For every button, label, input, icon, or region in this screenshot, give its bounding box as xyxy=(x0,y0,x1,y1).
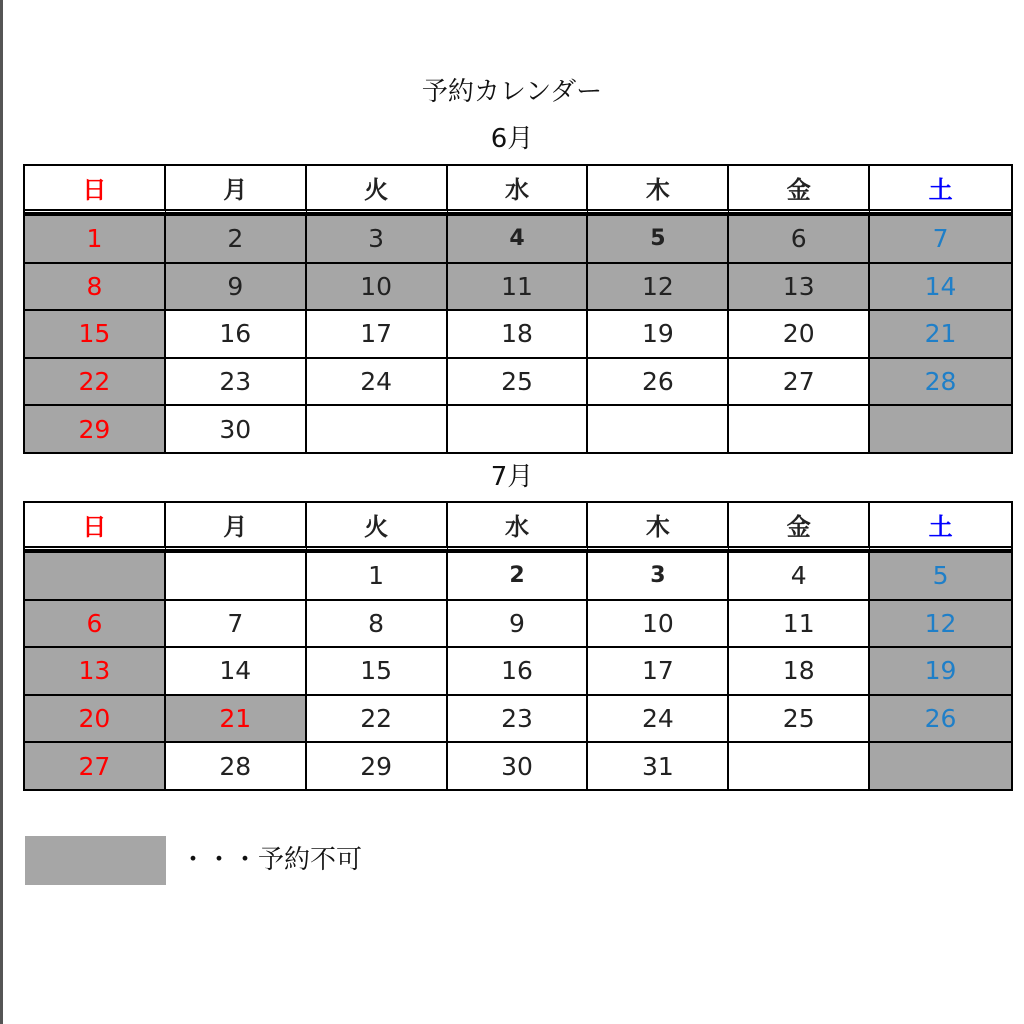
calendar-day-cell[interactable]: 13 xyxy=(729,262,870,310)
calendar-day-cell[interactable]: 9 xyxy=(166,262,307,310)
calendar-empty-cell xyxy=(166,551,307,599)
calendar-day-cell[interactable]: 24 xyxy=(307,357,448,405)
calendar-day-cell[interactable]: 17 xyxy=(588,646,729,694)
weekday-header: 火 xyxy=(307,166,448,214)
calendar-day-cell[interactable]: 21 xyxy=(166,694,307,742)
calendar-day-cell[interactable]: 6 xyxy=(729,214,870,262)
calendar-day-cell[interactable]: 12 xyxy=(870,599,1011,647)
calendar-day-cell[interactable]: 30 xyxy=(166,404,307,452)
calendar-day-cell[interactable]: 19 xyxy=(870,646,1011,694)
legend-label-unavailable: ・・・予約不可 xyxy=(180,845,363,875)
calendar-day-cell[interactable]: 19 xyxy=(588,309,729,357)
calendar-day-cell[interactable]: 25 xyxy=(448,357,589,405)
calendar-day-cell[interactable]: 27 xyxy=(729,357,870,405)
weekday-header: 日 xyxy=(25,166,166,214)
calendar-day-cell[interactable]: 26 xyxy=(870,694,1011,742)
calendar-day-cell[interactable]: 2 xyxy=(166,214,307,262)
calendar-empty-cell xyxy=(588,404,729,452)
calendar-day-cell[interactable]: 4 xyxy=(448,214,589,262)
weekday-header: 金 xyxy=(729,166,870,214)
calendar-day-cell[interactable]: 22 xyxy=(25,357,166,405)
calendar-day-cell[interactable]: 12 xyxy=(588,262,729,310)
weekday-header: 土 xyxy=(870,503,1011,551)
calendar-june xyxy=(23,164,1013,454)
calendar-day-cell[interactable]: 20 xyxy=(729,309,870,357)
calendar-day-cell[interactable]: 5 xyxy=(870,551,1011,599)
calendar-day-cell[interactable]: 8 xyxy=(25,262,166,310)
calendar-day-cell[interactable]: 10 xyxy=(307,262,448,310)
calendar-empty-cell xyxy=(307,404,448,452)
calendar-day-cell[interactable]: 28 xyxy=(166,741,307,789)
calendar-july xyxy=(23,501,1013,791)
calendar-day-cell[interactable]: 17 xyxy=(307,309,448,357)
calendar-day-cell[interactable]: 2 xyxy=(448,551,589,599)
weekday-header: 日 xyxy=(25,503,166,551)
calendar-day-cell[interactable]: 7 xyxy=(870,214,1011,262)
calendar-day-cell[interactable]: 20 xyxy=(25,694,166,742)
calendar-day-cell[interactable]: 26 xyxy=(588,357,729,405)
calendar-day-cell[interactable]: 27 xyxy=(25,741,166,789)
page-title: 予約カレンダー xyxy=(421,77,603,107)
weekday-header: 月 xyxy=(166,503,307,551)
calendar-empty-cell xyxy=(729,741,870,789)
calendar-empty-cell xyxy=(870,741,1011,789)
month-title-june: 6月 xyxy=(490,124,534,154)
calendar-day-cell[interactable]: 15 xyxy=(25,309,166,357)
month-title-july: 7月 xyxy=(490,462,534,492)
calendar-day-cell[interactable]: 3 xyxy=(588,551,729,599)
calendar-day-cell[interactable]: 3 xyxy=(307,214,448,262)
calendar-day-cell[interactable]: 25 xyxy=(729,694,870,742)
calendar-empty-cell xyxy=(25,551,166,599)
calendar-day-cell[interactable]: 15 xyxy=(307,646,448,694)
calendar-empty-cell xyxy=(448,404,589,452)
calendar-day-cell[interactable]: 13 xyxy=(25,646,166,694)
calendar-day-cell[interactable]: 29 xyxy=(307,741,448,789)
calendar-day-cell[interactable]: 14 xyxy=(166,646,307,694)
calendar-day-cell[interactable]: 22 xyxy=(307,694,448,742)
calendar-day-cell[interactable]: 23 xyxy=(166,357,307,405)
calendar-day-cell[interactable]: 16 xyxy=(448,646,589,694)
weekday-header: 金 xyxy=(729,503,870,551)
weekday-header: 火 xyxy=(307,503,448,551)
calendar-day-cell[interactable]: 21 xyxy=(870,309,1011,357)
calendar-day-cell[interactable]: 5 xyxy=(588,214,729,262)
calendar-day-cell[interactable]: 11 xyxy=(729,599,870,647)
calendar-day-cell[interactable]: 18 xyxy=(448,309,589,357)
calendar-day-cell[interactable]: 24 xyxy=(588,694,729,742)
weekday-header: 木 xyxy=(588,503,729,551)
weekday-header: 水 xyxy=(448,503,589,551)
calendar-day-cell[interactable]: 31 xyxy=(588,741,729,789)
calendar-day-cell[interactable]: 8 xyxy=(307,599,448,647)
calendar-day-cell[interactable]: 28 xyxy=(870,357,1011,405)
calendar-day-cell[interactable]: 10 xyxy=(588,599,729,647)
weekday-header: 月 xyxy=(166,166,307,214)
calendar-day-cell[interactable]: 1 xyxy=(25,214,166,262)
calendar-day-cell[interactable]: 16 xyxy=(166,309,307,357)
calendar-day-cell[interactable]: 7 xyxy=(166,599,307,647)
calendar-day-cell[interactable]: 4 xyxy=(729,551,870,599)
calendar-day-cell[interactable]: 1 xyxy=(307,551,448,599)
weekday-header: 土 xyxy=(870,166,1011,214)
weekday-header: 木 xyxy=(588,166,729,214)
legend-swatch-unavailable xyxy=(25,836,166,885)
calendar-empty-cell xyxy=(729,404,870,452)
calendar-empty-cell xyxy=(870,404,1011,452)
calendar-day-cell[interactable]: 9 xyxy=(448,599,589,647)
calendar-day-cell[interactable]: 11 xyxy=(448,262,589,310)
calendar-day-cell[interactable]: 30 xyxy=(448,741,589,789)
calendar-day-cell[interactable]: 18 xyxy=(729,646,870,694)
calendar-day-cell[interactable]: 6 xyxy=(25,599,166,647)
calendar-day-cell[interactable]: 23 xyxy=(448,694,589,742)
weekday-header: 水 xyxy=(448,166,589,214)
calendar-day-cell[interactable]: 14 xyxy=(870,262,1011,310)
calendar-day-cell[interactable]: 29 xyxy=(25,404,166,452)
